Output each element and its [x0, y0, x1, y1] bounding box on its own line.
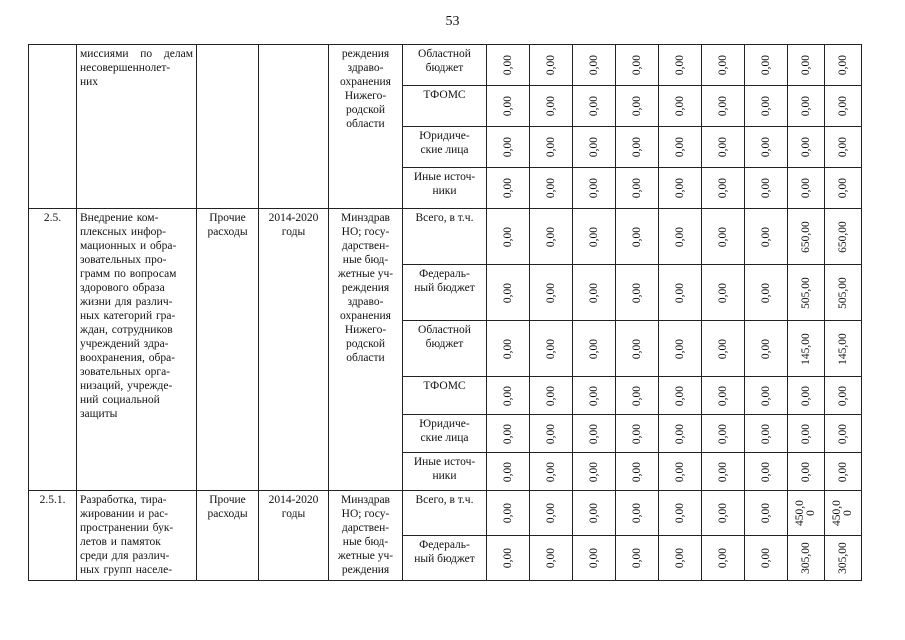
- amount-cell: [659, 209, 702, 265]
- amount-cell: [788, 321, 825, 377]
- funding-source: Всего, в т.ч.: [403, 209, 487, 265]
- amount-cell: [745, 321, 788, 377]
- amount-cell: [788, 168, 825, 209]
- amount-cell: [825, 265, 862, 321]
- amount-cell: [573, 127, 616, 168]
- amount-value: 0,00: [502, 547, 514, 569]
- amount-cell: [788, 491, 825, 536]
- page-number: 53: [445, 14, 460, 29]
- funding-source: Иные источ- ники: [403, 453, 487, 491]
- amount-cell: [616, 265, 659, 321]
- amount-value: 0,00: [717, 547, 729, 569]
- amount-cell: [659, 45, 702, 86]
- amount-value: 0,00: [674, 177, 686, 199]
- amount-value: 0,00: [674, 282, 686, 303]
- amount-cell: [745, 415, 788, 453]
- amount-cell: [530, 127, 573, 168]
- amount-cell: [788, 536, 825, 581]
- amount-cell: [825, 377, 862, 415]
- table-row: [29, 491, 862, 536]
- amount-value: 0,00: [760, 423, 772, 444]
- amount-value: 0,00: [631, 136, 643, 158]
- amount-cell: [825, 127, 862, 168]
- table-row: [29, 45, 862, 86]
- amount-value: 0,00: [545, 461, 557, 482]
- executor: реждения здраво- охранения Нижего- родской области: [329, 45, 403, 209]
- amount-value: 505,00: [837, 276, 849, 309]
- funding-source: ТФОМС: [403, 86, 487, 127]
- amount-value: 0,00: [674, 547, 686, 569]
- amount-cell: [487, 209, 530, 265]
- amount-value: 0,00: [588, 385, 600, 406]
- amount-cell: [745, 265, 788, 321]
- amount-value: 0,00: [545, 423, 557, 444]
- amount-value: 0,00: [502, 282, 514, 303]
- amount-value: 0,00: [631, 385, 643, 406]
- amount-value: 0,00: [760, 54, 772, 76]
- amount-cell: [745, 168, 788, 209]
- amount-cell: [616, 209, 659, 265]
- amount-value: 0,00: [588, 282, 600, 303]
- amount-cell: [702, 491, 745, 536]
- amount-value: 0,00: [502, 502, 514, 524]
- amount-cell: [659, 265, 702, 321]
- amount-cell: [702, 168, 745, 209]
- amount-value: 0,00: [837, 177, 849, 199]
- period: 2014-2020 годы: [259, 491, 329, 581]
- amount-value: 0,00: [760, 282, 772, 303]
- amount-value: 0,00: [545, 226, 557, 247]
- amount-value: 0,00: [760, 177, 772, 199]
- amount-value: 0,00: [800, 461, 812, 482]
- executor: Минздрав НО; госу- дарствен- ные бюд- жетные уч- реждения здраво- охранения Нижего- родской области: [329, 209, 403, 491]
- amount-value: 650,00: [800, 220, 812, 253]
- amount-value: 0,00: [545, 177, 557, 199]
- amount-value: 0,00: [545, 502, 557, 524]
- amount-value: 0,00: [502, 136, 514, 158]
- amount-cell: [487, 453, 530, 491]
- amount-value: 0,00: [717, 502, 729, 524]
- amount-cell: [659, 453, 702, 491]
- amount-cell: [487, 168, 530, 209]
- amount-cell: [702, 415, 745, 453]
- amount-value: 0,00: [588, 226, 600, 247]
- funding-source: Юридиче- ские лица: [403, 127, 487, 168]
- amount-cell: [573, 491, 616, 536]
- amount-cell: [745, 536, 788, 581]
- amount-value: 0,00: [674, 226, 686, 247]
- amount-cell: [616, 45, 659, 86]
- amount-cell: [487, 536, 530, 581]
- amount-cell: [788, 415, 825, 453]
- amount-value: 0,00: [588, 547, 600, 569]
- amount-cell: [788, 377, 825, 415]
- amount-cell: [788, 86, 825, 127]
- amount-cell: [573, 168, 616, 209]
- amount-value: 0,00: [674, 338, 686, 359]
- amount-value: 0,00: [502, 461, 514, 482]
- funding-source: ТФОМС: [403, 377, 487, 415]
- amount-cell: [616, 491, 659, 536]
- amount-value: 0,00: [631, 461, 643, 482]
- funding-source: Всего, в т.ч.: [403, 491, 487, 536]
- amount-cell: [702, 453, 745, 491]
- amount-cell: [573, 86, 616, 127]
- amount-cell: [788, 209, 825, 265]
- amount-cell: [573, 265, 616, 321]
- amount-cell: [616, 168, 659, 209]
- amount-value: 0,00: [545, 282, 557, 303]
- amount-cell: [616, 415, 659, 453]
- expense-type: [197, 45, 259, 209]
- amount-cell: [530, 86, 573, 127]
- expense-type: Прочие расходы: [197, 491, 259, 581]
- amount-cell: [659, 536, 702, 581]
- amount-cell: [530, 321, 573, 377]
- amount-value: 0,00: [631, 423, 643, 444]
- amount-cell: [825, 86, 862, 127]
- amount-cell: [530, 536, 573, 581]
- amount-value: 0,00: [837, 385, 849, 406]
- amount-cell: [788, 45, 825, 86]
- amount-value: 0,00: [674, 385, 686, 406]
- amount-value: 0,00: [674, 423, 686, 444]
- amount-value: 0,00: [502, 95, 514, 117]
- amount-cell: [530, 45, 573, 86]
- amount-cell: [825, 209, 862, 265]
- funding-source: Областной бюджет: [403, 45, 487, 86]
- amount-value: 0,00: [674, 54, 686, 76]
- amount-value: 450,0 0: [831, 500, 854, 526]
- amount-value: 0,00: [674, 502, 686, 524]
- amount-value: 0,00: [800, 54, 812, 76]
- amount-value: 0,00: [717, 423, 729, 444]
- amount-cell: [616, 321, 659, 377]
- amount-value: 0,00: [588, 136, 600, 158]
- amount-value: 0,00: [837, 461, 849, 482]
- amount-value: 0,00: [717, 385, 729, 406]
- amount-value: 305,00: [837, 542, 849, 574]
- amount-value: 0,00: [631, 177, 643, 199]
- amount-value: 0,00: [800, 385, 812, 406]
- amount-cell: [702, 536, 745, 581]
- amount-value: 0,00: [502, 177, 514, 199]
- amount-value: 0,00: [502, 338, 514, 359]
- amount-cell: [825, 168, 862, 209]
- amount-cell: [659, 491, 702, 536]
- item-title: Разработка, тира- жировании и рас- пространении бук- летов и памяток среди для различ- ных групп населе-: [77, 491, 197, 581]
- amount-value: 0,00: [760, 226, 772, 247]
- amount-cell: [530, 491, 573, 536]
- amount-value: 305,00: [800, 542, 812, 574]
- item-title: Внедрение ком- плексных инфор- мационных и обра- зовательных про- грамм по вопросам здорового образа жизни для различ- ных категорий гра- ждан, сотрудников учреждений здра- воохранения, обра- зовательных орга- низаций, учрежде- ний социальной защиты: [77, 209, 197, 491]
- amount-value: 0,00: [502, 385, 514, 406]
- amount-cell: [573, 209, 616, 265]
- amount-cell: [659, 127, 702, 168]
- amount-value: 0,00: [631, 226, 643, 247]
- amount-cell: [487, 415, 530, 453]
- amount-cell: [745, 209, 788, 265]
- amount-cell: [616, 377, 659, 415]
- amount-value: 0,00: [674, 461, 686, 482]
- amount-cell: [487, 86, 530, 127]
- amount-cell: [825, 453, 862, 491]
- amount-cell: [745, 86, 788, 127]
- period: 2014-2020 годы: [259, 209, 329, 491]
- amount-cell: [702, 265, 745, 321]
- amount-value: 0,00: [588, 54, 600, 76]
- amount-cell: [487, 491, 530, 536]
- amount-value: 505,00: [800, 276, 812, 309]
- period: [259, 45, 329, 209]
- amount-value: 0,00: [760, 461, 772, 482]
- amount-value: 0,00: [717, 136, 729, 158]
- amount-value: 0,00: [837, 54, 849, 76]
- funding-source: Юридиче- ские лица: [403, 415, 487, 453]
- amount-cell: [616, 453, 659, 491]
- budget-table: [28, 44, 862, 581]
- amount-value: 0,00: [800, 177, 812, 199]
- amount-cell: [745, 491, 788, 536]
- amount-value: 0,00: [837, 423, 849, 444]
- amount-cell: [825, 491, 862, 536]
- amount-value: 0,00: [760, 95, 772, 117]
- amount-value: 0,00: [760, 547, 772, 569]
- funding-source: Областной бюджет: [403, 321, 487, 377]
- amount-value: 0,00: [545, 54, 557, 76]
- amount-value: 0,00: [674, 136, 686, 158]
- amount-value: 0,00: [545, 547, 557, 569]
- amount-value: 450,0 0: [794, 500, 817, 526]
- amount-cell: [530, 415, 573, 453]
- amount-cell: [745, 127, 788, 168]
- amount-cell: [702, 377, 745, 415]
- amount-cell: [530, 168, 573, 209]
- amount-cell: [825, 415, 862, 453]
- item-title: миссиями по делам несовершеннолет- них: [77, 45, 197, 209]
- amount-cell: [825, 45, 862, 86]
- amount-cell: [530, 209, 573, 265]
- amount-value: 0,00: [502, 226, 514, 247]
- amount-cell: [487, 45, 530, 86]
- amount-cell: [702, 321, 745, 377]
- amount-cell: [702, 86, 745, 127]
- amount-cell: [573, 377, 616, 415]
- amount-cell: [745, 377, 788, 415]
- item-number: [29, 45, 77, 209]
- amount-value: 0,00: [800, 423, 812, 444]
- amount-value: 0,00: [717, 282, 729, 303]
- amount-value: 0,00: [800, 95, 812, 117]
- amount-cell: [659, 377, 702, 415]
- amount-value: 0,00: [545, 136, 557, 158]
- executor: Минздрав НО; госу- дарствен- ные бюд- жетные уч- реждения: [329, 491, 403, 581]
- funding-source: Федераль- ный бюджет: [403, 265, 487, 321]
- amount-cell: [788, 127, 825, 168]
- amount-value: 0,00: [760, 502, 772, 524]
- table-row: [29, 209, 862, 265]
- expense-type: Прочие расходы: [197, 209, 259, 491]
- amount-cell: [573, 415, 616, 453]
- amount-cell: [616, 536, 659, 581]
- amount-value: 0,00: [717, 338, 729, 359]
- amount-value: 0,00: [631, 338, 643, 359]
- amount-value: 0,00: [545, 338, 557, 359]
- amount-value: 0,00: [545, 95, 557, 117]
- amount-cell: [530, 453, 573, 491]
- item-number: 2.5.: [29, 209, 77, 491]
- amount-value: 0,00: [837, 95, 849, 117]
- amount-value: 0,00: [837, 136, 849, 158]
- amount-value: 145,00: [800, 332, 812, 365]
- amount-cell: [530, 377, 573, 415]
- amount-cell: [825, 536, 862, 581]
- amount-value: 0,00: [588, 177, 600, 199]
- amount-cell: [659, 168, 702, 209]
- amount-cell: [573, 45, 616, 86]
- amount-cell: [745, 453, 788, 491]
- amount-cell: [487, 321, 530, 377]
- amount-value: 0,00: [588, 338, 600, 359]
- amount-cell: [573, 453, 616, 491]
- amount-cell: [702, 209, 745, 265]
- amount-cell: [745, 45, 788, 86]
- amount-value: 0,00: [588, 461, 600, 482]
- item-number: 2.5.1.: [29, 491, 77, 581]
- amount-value: 650,00: [837, 220, 849, 253]
- amount-cell: [659, 86, 702, 127]
- amount-value: 0,00: [717, 461, 729, 482]
- amount-value: 0,00: [631, 502, 643, 524]
- amount-cell: [788, 265, 825, 321]
- amount-cell: [487, 377, 530, 415]
- funding-source: Иные источ- ники: [403, 168, 487, 209]
- amount-value: 0,00: [717, 95, 729, 117]
- amount-cell: [487, 127, 530, 168]
- amount-cell: [616, 86, 659, 127]
- amount-cell: [702, 45, 745, 86]
- amount-value: 0,00: [800, 136, 812, 158]
- amount-cell: [573, 536, 616, 581]
- amount-value: 0,00: [631, 54, 643, 76]
- amount-value: 0,00: [760, 385, 772, 406]
- amount-cell: [487, 265, 530, 321]
- funding-source: Федераль- ный бюджет: [403, 536, 487, 581]
- amount-value: 0,00: [588, 95, 600, 117]
- amount-value: 0,00: [631, 547, 643, 569]
- amount-value: 0,00: [760, 136, 772, 158]
- amount-value: 0,00: [588, 502, 600, 524]
- amount-value: 0,00: [674, 95, 686, 117]
- amount-value: 0,00: [545, 385, 557, 406]
- amount-cell: [825, 321, 862, 377]
- amount-value: 0,00: [631, 282, 643, 303]
- amount-value: 0,00: [717, 54, 729, 76]
- amount-value: 0,00: [760, 338, 772, 359]
- amount-cell: [573, 321, 616, 377]
- amount-cell: [659, 415, 702, 453]
- amount-value: 145,00: [837, 332, 849, 365]
- amount-value: 0,00: [717, 177, 729, 199]
- amount-value: 0,00: [502, 423, 514, 444]
- amount-value: 0,00: [631, 95, 643, 117]
- amount-cell: [530, 265, 573, 321]
- amount-value: 0,00: [717, 226, 729, 247]
- amount-value: 0,00: [588, 423, 600, 444]
- amount-value: 0,00: [502, 54, 514, 76]
- amount-cell: [788, 453, 825, 491]
- amount-cell: [702, 127, 745, 168]
- amount-cell: [616, 127, 659, 168]
- amount-cell: [659, 321, 702, 377]
